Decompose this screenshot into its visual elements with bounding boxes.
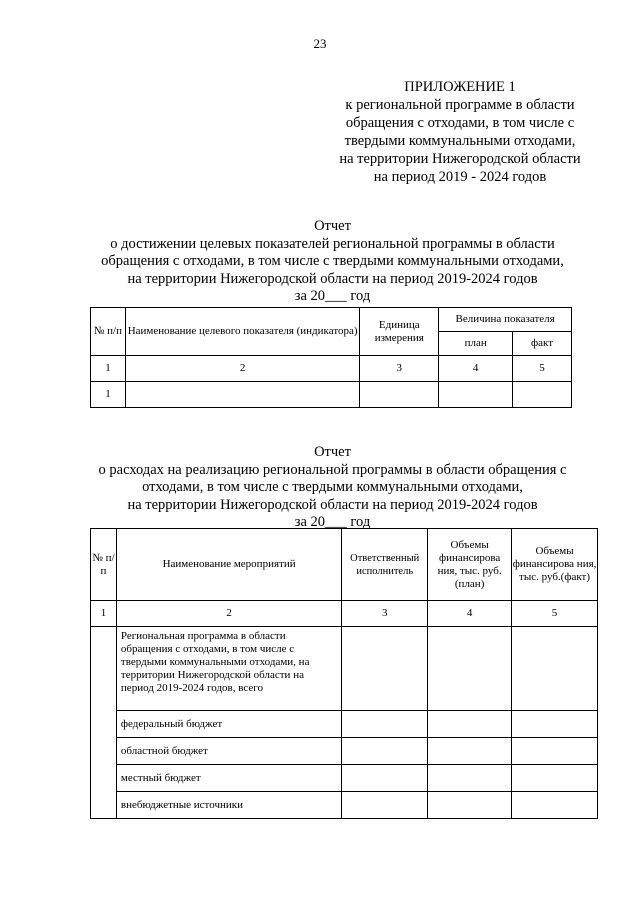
budget-federal: федеральный бюджет: [116, 711, 341, 738]
report2-title: [60, 444, 605, 532]
index-cell: 5: [513, 356, 572, 382]
empty-cell: [512, 765, 598, 792]
index-cell: 1: [91, 356, 126, 382]
appendix-line: твердыми коммунальными отходами,: [344, 133, 576, 149]
empty-cell: [342, 792, 428, 819]
report2-title-line: на территории Нижегородской области на период 2019-2024 годов: [127, 496, 538, 513]
row-unit: [360, 382, 439, 408]
appendix-line: на территории Нижегородской области: [339, 151, 581, 167]
col-header-value: Величина показателя: [439, 308, 572, 332]
report2-title-line: о расходах на реализацию региональной программы в области обращения с: [98, 461, 567, 478]
index-row: [91, 601, 598, 627]
indicators-table: [90, 307, 572, 408]
index-cell: 3: [360, 356, 439, 382]
report2-title-line: за 20___ год: [294, 514, 371, 530]
index-cell: 3: [342, 601, 428, 627]
table-row: [91, 738, 598, 765]
empty-cell: [512, 792, 598, 819]
col-header-fact: факт: [513, 332, 572, 356]
page-number: 23: [313, 36, 327, 51]
col-header-unit: Единица измерения: [360, 308, 439, 356]
empty-cell: [428, 765, 512, 792]
empty-cell: [428, 627, 512, 711]
empty-cell: [428, 711, 512, 738]
col-header-num: № п/п: [91, 308, 126, 356]
empty-cell: [342, 738, 428, 765]
row-num: [91, 627, 117, 819]
table-row: [91, 627, 598, 711]
table-row: [91, 765, 598, 792]
report1-title-line: Отчет: [314, 218, 351, 234]
table-row: [91, 792, 598, 819]
expenses-table: [90, 528, 598, 819]
index-cell: 5: [512, 601, 598, 627]
table-row: [91, 382, 572, 408]
index-cell: 4: [428, 601, 512, 627]
appendix-heading: ПРИЛОЖЕНИЕ 1: [404, 79, 516, 95]
col-header-responsible: Ответственный исполнитель: [342, 529, 428, 601]
col-header-num: № п/п: [91, 529, 117, 601]
col-header-plan: план: [439, 332, 513, 356]
report1-title-line: обращения с отходами, в том числе с твердыми коммунальными отходами,: [101, 253, 564, 269]
appendix-line: обращения с отходами, в том числе с: [345, 115, 575, 131]
empty-cell: [428, 738, 512, 765]
program-total-row: Региональная программа в области обращения с отходами, в том числе с твердыми коммунальными отходами, на территории Нижегородской области на период 2019-2024 годов, всего: [116, 627, 341, 711]
index-cell: 2: [116, 601, 341, 627]
empty-cell: [342, 765, 428, 792]
empty-cell: [342, 627, 428, 711]
budget-extrabudgetary: внебюджетные источники: [116, 792, 341, 819]
budget-local: местный бюджет: [116, 765, 341, 792]
index-cell: 2: [125, 356, 359, 382]
row-fact: [513, 382, 572, 408]
empty-cell: [512, 711, 598, 738]
report2-title-line: отходами, в том числе с твердыми коммунальными отходами,: [142, 479, 523, 495]
empty-cell: [512, 738, 598, 765]
appendix-line: к региональной программе в области: [345, 97, 575, 113]
row-indicator-name: [125, 382, 359, 408]
report1-title-line: на территории Нижегородской области на период 2019-2024 годов: [127, 270, 538, 287]
report2-title-line: Отчет: [314, 444, 351, 460]
index-cell: 1: [91, 601, 117, 627]
empty-cell: [342, 711, 428, 738]
col-header-fact-funding: Объемы финансирова ния, тыс. руб.(факт): [512, 529, 598, 601]
index-row: [91, 356, 572, 382]
row-num: 1: [91, 382, 126, 408]
empty-cell: [512, 627, 598, 711]
report1-title-line: о достижении целевых показателей региональной программы в области: [110, 235, 555, 252]
empty-cell: [428, 792, 512, 819]
index-cell: 4: [439, 356, 513, 382]
appendix-line: на период 2019 - 2024 годов: [373, 169, 547, 185]
budget-regional: областной бюджет: [116, 738, 341, 765]
report1-title: [60, 218, 605, 306]
appendix-header: [330, 78, 590, 186]
row-plan: [439, 382, 513, 408]
col-header-plan-funding: Объемы финансирова ния, тыс. руб.(план): [428, 529, 512, 601]
report1-title-line: за 20___ год: [294, 288, 371, 304]
col-header-activity-name: Наименование мероприятий: [116, 529, 341, 601]
table-row: [91, 711, 598, 738]
col-header-indicator-name: Наименование целевого показателя (индикатора): [125, 308, 359, 356]
